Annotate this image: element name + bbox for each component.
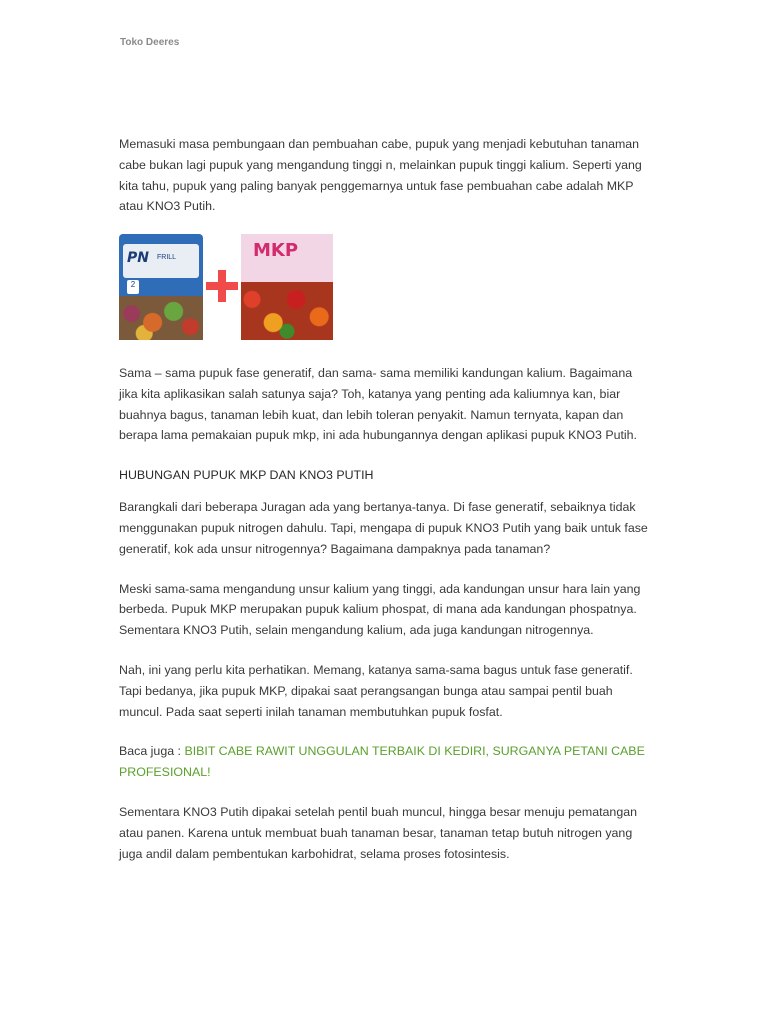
paragraph-attention: Nah, ini yang perlu kita perhatikan. Memang, katanya sama-sama bagus untuk fase generatif. Tapi bedanya, jika pupuk MKP, dipakai saat perangsangan bunga atau sampai pentil buah muncul. Pada saat seperti inilah tanaman membutuhkan pupuk fosfat.	[119, 662, 633, 719]
paragraph-kno3: Sementara KNO3 Putih dipakai setelah pentil buah muncul, hingga besar menuju pematangan atau panen. Karena untuk membuat buah tanaman besar, tanaman tetap butuh nitrogen yang juga andil dalam pembentukan karbohidrat, selama proses fotosintesis.	[119, 804, 637, 861]
article-body	[119, 363, 651, 883]
pn-fruit-photo	[119, 296, 203, 340]
read-also	[119, 741, 651, 783]
site-name[interactable]: Toko Deeres	[120, 37, 180, 48]
pn-sub-label: FRILL	[157, 254, 177, 261]
mkp-brand-label: MKP	[253, 240, 299, 261]
mkp-fruit-photo	[241, 282, 333, 340]
paragraph-question: Barangkali dari beberapa Juragan ada yang bertanya-tanya. Di fase generatif, sebaiknya tidak menggunakan pupuk nitrogen dahulu. Tapi, mengapa di pupuk KNO3 Putih yang baik untuk fase generatif, kok ada unsur nitrogennya? Bagaimana dampaknya pada tanaman?	[119, 500, 648, 556]
mkp-bag	[241, 234, 333, 340]
plus-icon	[206, 270, 238, 302]
pn-frill-bag	[119, 234, 203, 340]
pn-number-label: 2	[127, 280, 139, 294]
read-also-label: Baca juga :	[119, 744, 185, 759]
article-intro	[119, 134, 651, 217]
pn-brand-label: PN	[127, 250, 149, 266]
paragraph-difference: Meski sama-sama mengandung unsur kalium yang tinggi, ada kandungan unsur hara lain yang berbeda. Pupuk MKP merupakan pupuk kalium phospat, di mana ada kandungan phospatnya. Sementara KNO3 Putih, selain mengandung kalium, ada juga kandungan nitrogennya.	[119, 581, 641, 638]
read-also-link[interactable]: BIBIT CABE RAWIT UNGGULAN TERBAIK DI KEDIRI, SURGANYA PETANI CABE PROFESIONAL!	[119, 744, 645, 780]
section-heading: HUBUNGAN PUPUK MKP DAN KNO3 PUTIH	[119, 468, 374, 483]
paragraph-intro: Memasuki masa pembungaan dan pembuahan cabe, pupuk yang menjadi kebutuhan tanaman cabe bukan lagi pupuk yang mengandung tinggi n, melainkan pupuk tinggi kalium. Seperti yang kita tahu, pupuk yang paling banyak penggemarnya untuk fase pembuahan cabe adalah MKP atau KNO3 Putih.	[119, 137, 642, 214]
product-image	[119, 234, 333, 340]
paragraph-generative: Sama – sama pupuk fase generatif, dan sama- sama memiliki kandungan kalium. Bagaimana jika kita aplikasikan salah satunya saja? Toh, katanya yang penting ada kaliumnya kan, biar buahnya bagus, tanaman lebih kuat, dan lebih toleran penyakit. Namun ternyata, kapan dan berapa lama pemakaian pupuk mkp, ini ada hubungannya dengan aplikasi pupuk KNO3 Putih.	[119, 366, 638, 443]
